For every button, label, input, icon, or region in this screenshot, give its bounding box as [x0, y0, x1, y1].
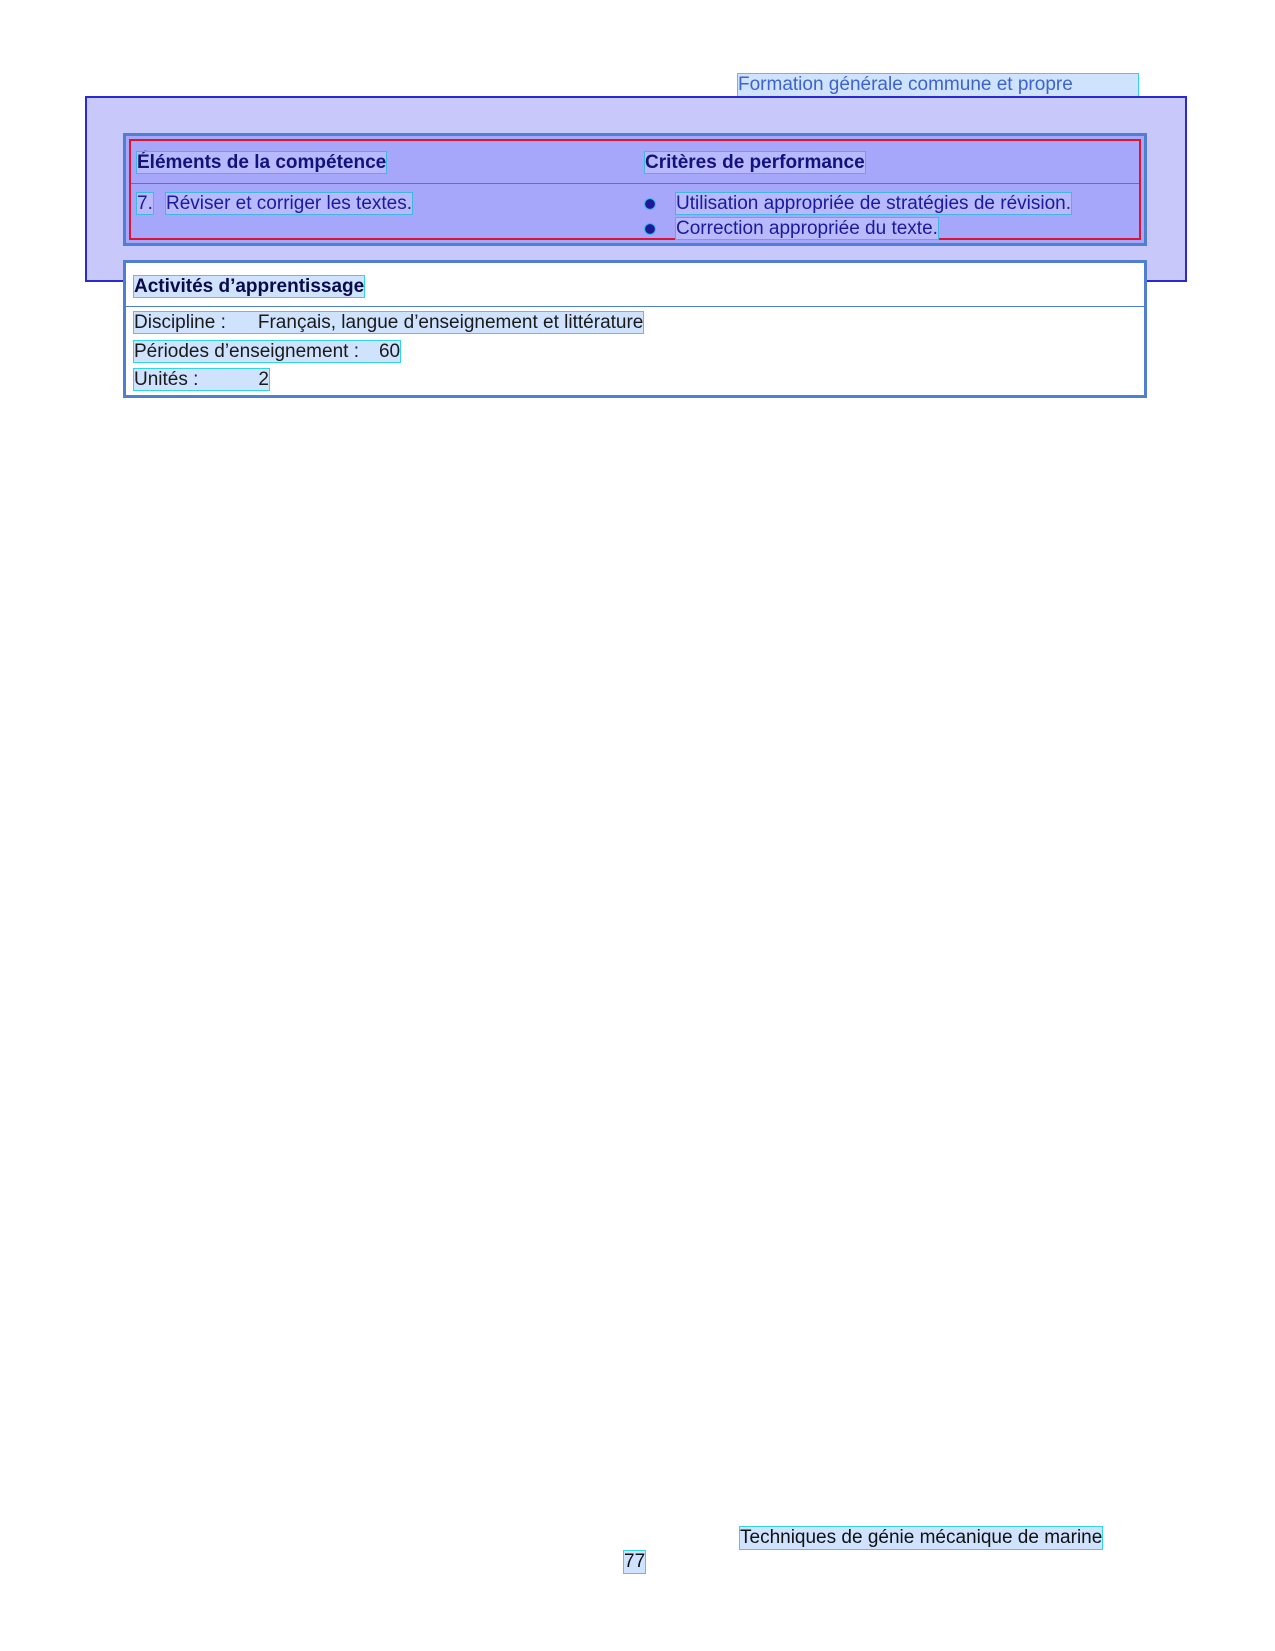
element-number: 7. — [137, 193, 153, 214]
page-number: 77 — [624, 1551, 646, 1572]
bullet-icon — [645, 224, 655, 234]
activities-box — [123, 260, 1147, 398]
bullet-icon — [645, 199, 655, 209]
periods-value: 60 — [378, 341, 401, 362]
periods-row — [134, 341, 400, 362]
running-footer: Techniques de génie mécanique de marine — [740, 1527, 1103, 1548]
units-row — [134, 369, 269, 390]
discipline-row — [134, 312, 643, 333]
header-divider — [131, 183, 1139, 184]
column-header-elements: Éléments de la compétence — [137, 152, 387, 173]
element-text: Réviser et corriger les textes. — [166, 193, 413, 214]
units-value: 2 — [258, 369, 269, 390]
column-header-criteria: Critères de performance — [645, 152, 865, 173]
periods-label: Périodes d’enseignement : — [134, 341, 359, 362]
running-header: Formation générale commune et propre — [738, 74, 1138, 96]
discipline-value: Français, langue d’enseignement et littérature — [257, 312, 644, 333]
units-label: Unités : — [134, 369, 199, 390]
discipline-label: Discipline : — [134, 312, 226, 333]
criterion-item: Correction appropriée du texte. — [676, 218, 938, 239]
competence-table-inner — [129, 139, 1141, 240]
competence-table — [123, 133, 1147, 246]
activities-title: Activités d’apprentissage — [134, 276, 365, 297]
criterion-item: Utilisation appropriée de stratégies de révision. — [676, 193, 1071, 214]
activities-divider — [126, 306, 1144, 307]
